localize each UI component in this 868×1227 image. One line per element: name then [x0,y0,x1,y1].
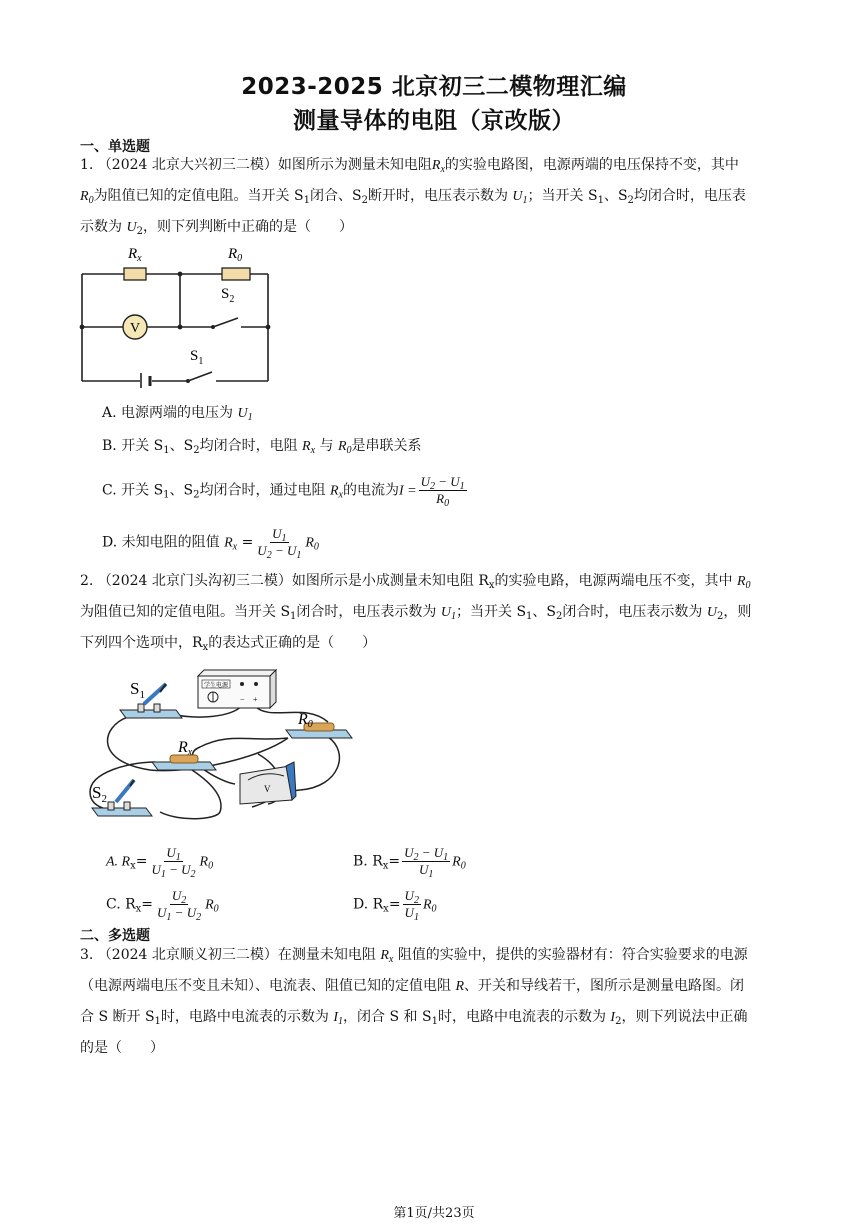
q1-option-d[interactable]: D. 未知电阻的阻值 $R_x$ = $\frac{U_1}{U_2 - U_1}$ $R_0$ [102,526,319,561]
svg-text:学生电源: 学生电源 [203,683,229,689]
q1-option-a[interactable]: A. 电源两端的电压为 $U_1$ [102,405,253,423]
label-r0: $R_0$ [228,246,243,264]
doc-title-line1: 2023-2025 北京初三二模物理汇编 [241,74,627,100]
fig2-label-r0: R0 [298,711,313,730]
q1-option-b[interactable]: B. 开关 $S_1$、$S_2$均闭合时，电阻 $R_x$ 与 $R_0$是串联关系 [102,438,422,456]
question-3-text: 3. （2024 北京顺义初三二模）在测量未知电阻 $R_x$ 阻值的实验中，提供的实验器材有：符合实验要求的电源 （电源两端电压不变且未知）、电流表、阻值已知的定值电阻 R、开关和导线若干，图所示是测量电路图。闭 合 S 断开 $S_1$时，电路中电流表的示数为 $I_1$，闭合 S 和 $S_1$时，电路中电流表的示数为 $I_2$，则下列说法中正确 的是（ ） [80,947,748,1056]
label-s1: $S_1$ [190,348,204,367]
label-rx: $R_x$ [128,246,142,264]
fig2-label-s2: $S_2$ [92,783,107,805]
resistor-rx-symbol [124,268,146,280]
section-multi-choice: 二、多选题 [80,928,150,944]
q1-option-c[interactable]: C. 开关 $S_1$、$S_2$均闭合时，通过电阻 $R_x$的电流为I = $\frac{U_2 - U_1}{R_0}$ [102,474,465,509]
q2-option-a[interactable]: A. $R_x=$ $\frac{U_1}{U_1 - U_2}$ $R_0$ [106,845,214,880]
svg-text:−: − [240,695,245,704]
figure-1-circuit [78,238,278,388]
fig2-label-s1: $S_1$ [130,679,145,701]
q2-option-d[interactable]: D. $R_x=$ $\frac{U_2}{U_1}$ $R_0$ [353,888,437,923]
label-s2: $S_2$ [221,286,235,305]
q2-option-c[interactable]: C. $R_x=$ $\frac{U_2}{U_1 - U_2}$ $R_0$ [106,888,219,923]
page-footer: 第1页/共23页 [393,1206,475,1221]
fig2-label-rx: Rx [178,739,193,758]
svg-text:V: V [264,784,271,794]
figure-2-physical-circuit [80,662,360,830]
resistor-r0-symbol [222,268,250,280]
svg-text:V: V [129,321,141,336]
question-1-text: 1. （2024 北京大兴初三二模）如图所示为测量未知电阻$R_x$的实验电路图，电源两端的电压保持不变，其中 $R_0$为阻值已知的定值电阻。当开关 $S_1$闭合、$S_2$断开时，电压表示数为 $U_1$；当开关 $S_1$、$S_2$均闭合时，电压表 示数为 $U_2$，则下列判断中正确的是（ ） [80,157,746,237]
svg-text:+: + [253,695,258,704]
section-single-choice: 一、单选题 [80,139,150,155]
doc-title-line2: 测量导体的电阻（京改版） [293,108,575,134]
q2-option-b[interactable]: B. $R_x=$ $\frac{U_2 - U_1}{U_1}$ $R_0$ [353,845,466,880]
question-2-text: 2. （2024 北京门头沟初三二模）如图所示是小成测量未知电阻 $R_x$的实验电路，电源两端电压不变，其中 $R_0$ 为阻值已知的定值电阻。当开关 $S_1$闭合时，电压表示数为 $U_1$；当开关 $S_1$、$S_2$闭合时，电压表示数为 $U_2$，则 下列四个选项中，$R_x$的表达式正确的是（ ） [80,573,752,653]
